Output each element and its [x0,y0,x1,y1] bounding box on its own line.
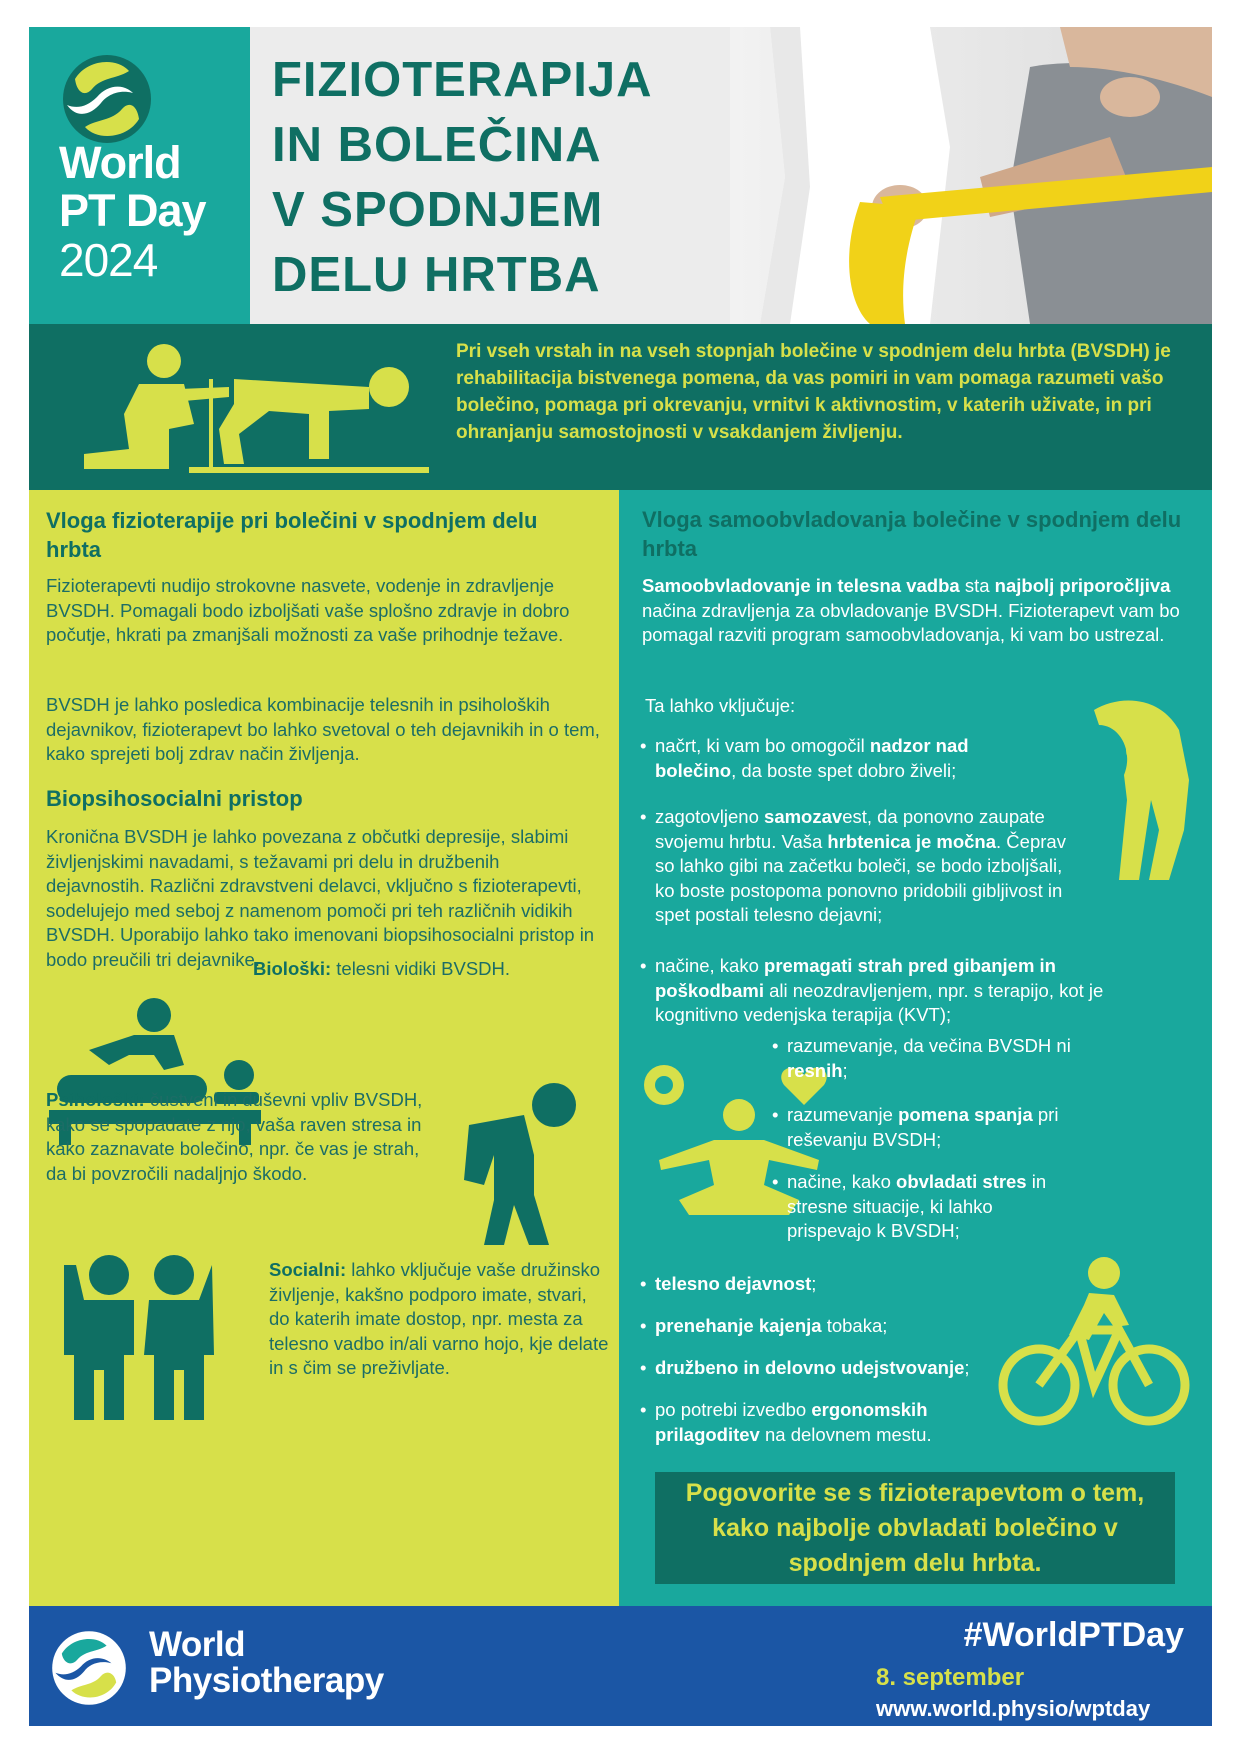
two-people-icon [64,1245,214,1420]
website-url[interactable]: www.world.physio/wptday [876,1696,1151,1721]
bullet-5: • razumevanje pomena spanja pri reševanju BVSDH; [787,1103,1087,1152]
left-heading-1: Vloga fizioterapije pri bolečini v spodnjem delu hrbta [46,508,538,562]
bullet-9: • družbeno in delovno udejstvovanje; [655,1356,970,1381]
left-para-2: BVSDH je lahko posledica kombinacije telesnih in psiholoških dejavnikov, fizioterapevt bo lahko svetoval o teh dejavnikih in o tem, kako sprejeti bolj zdrav način življenja. [46,694,600,764]
logo-year: 2024 [59,234,158,286]
title-line-4: DELU HRTBA [272,248,601,302]
logo-world: World [59,137,181,188]
stretching-person-icon [1089,690,1199,880]
footer [29,1606,1212,1726]
bullet-8: • prenehanje kajenja tobaka; [655,1314,887,1339]
bullet-1: • načrt, ki vam bo omogočil nadzor nad bolečino, da boste spet dobro živeli; [655,734,995,783]
event-date: 8. september [876,1664,1025,1691]
left-para-1: Fizioterapevti nudijo strokovne nasvete, vodenje in zdravljenje BVSDH. Pomagali bodo izboljšati vaše splošno zdravje in dobro počutje, hkrati pa zmanjšali možnosti za vaše prihodnje težave. [46,575,570,645]
footer-logo-world: World [149,1625,246,1664]
biological-factor: Biološki: telesni vidiki BVSDH. [253,958,511,979]
left-column [29,490,619,1606]
footer-logo-physiotherapy: Physiotherapy [149,1661,384,1700]
hashtag: #WorldPTDay [963,1616,1184,1654]
call-to-action: Pogovorite se s fizioterapevtom o tem, kako najbolje obvladati bolečino v spodnjem delu hrbta. [655,1472,1175,1584]
world-pt-day-logo-icon [57,49,157,149]
social-factor: Socialni: lahko vključuje vaše družinsko življenje, kakšno podporo imate, stvari, do katerih imate dostop, npr. mesta za telesno vadbo in/ali varno hojo, kje delate in s čim se preživljate. [269,1259,609,1378]
title-panel [250,27,770,324]
header-photo [730,27,1212,324]
left-heading-2: Biopsihosocialni pristop [46,786,303,811]
list-intro: Ta lahko vključuje: [645,695,796,716]
bullet-6: • načine, kako obvladati stres in stresne situacije, ki lahko prispevajo k BVSDH; [787,1170,1067,1244]
logo-pt-day: PT Day [59,185,206,236]
bicycle-icon [994,1255,1194,1430]
title-line-2: IN BOLEČINA [272,118,602,172]
back-pain-person-icon [439,1075,589,1250]
logo-panel [29,27,250,324]
world-physiotherapy-logo-icon [49,1628,129,1708]
title-line-3: V SPODNJEM [272,183,604,237]
bullet-10: • po potrebi izvedbo ergonomskih prilagoditev na delovnem mestu. [655,1398,975,1447]
title-line-1: FIZIOTERAPIJA [272,53,653,107]
bullet-7: • telesno dejavnost; [655,1272,816,1297]
bullet-4: • razumevanje, da večina BVSDH ni resnih; [787,1034,1087,1083]
right-para-1: Samoobvladovanje in telesna vadba sta najbolj priporočljiva načina zdravljenja za obvladovanje BVSDH. Fizioterapevt vam bo pomagal razviti program samoobvladovanja, ki vam bo ustrezal. [642,575,1180,645]
bullet-2: • zagotovljeno samozavest, da ponovno zaupate svojemu hrbtu. Vaša hrbtenica je močna. Čeprav so lahko gibi na začetku boleči, se bodo izboljšali, ko boste postopoma ponovno pridobili gibljivost in spet postali telesno dejavni; [655,805,1075,928]
psychological-factor: Psihološki: čustveni in duševni vpliv BVSDH, kako se spopadate z njo, vaša raven stresa in kako zaznavate bolečino, npr. če vas je strah, da bi povzročili nadaljnjo škodo. [46,1089,423,1184]
intro-band [29,324,1212,490]
right-heading: Vloga samoobvladovanja bolečine v spodnjem delu hrbta [642,507,1182,561]
left-para-3: Kronična BVSDH je lahko povezana z občutki depresije, slabimi življenjskimi navadami, s težavami pri delu in družbenih dejavnostih. Različni zdravstveni delavci, vključno s fizioterapevti, sodelujejo med seboj z namenom pomoči pri teh različnih vidikih BVSDH. Uporabijo lahko tako imenovani biopsihosocialni pristop in bodo preučili tri dejavnike. [46,826,595,970]
intro-text: Pri vseh vrstah in na vseh stopnjah bolečine v spodnjem delu hrbta (BVSDH) je rehabilitacija bistvenega pomena, da vas pomiri in vam pomaga razumeti vašo bolečino, pomaga pri okrevanju, vrnitvi k aktivnostim, v katerih uživate, in pri ohranjanju samostojnosti v vsakdanjem življenju. [456,341,1171,443]
bullet-3: • načine, kako premagati strah pred gibanjem in poškodbami ali neozdravljenjem, npr. s terapijo, kot je kognitivno vedenjska terapija (KVT); [655,954,1105,1028]
right-column [619,490,1212,1606]
therapist-exercise-icon [69,339,439,479]
